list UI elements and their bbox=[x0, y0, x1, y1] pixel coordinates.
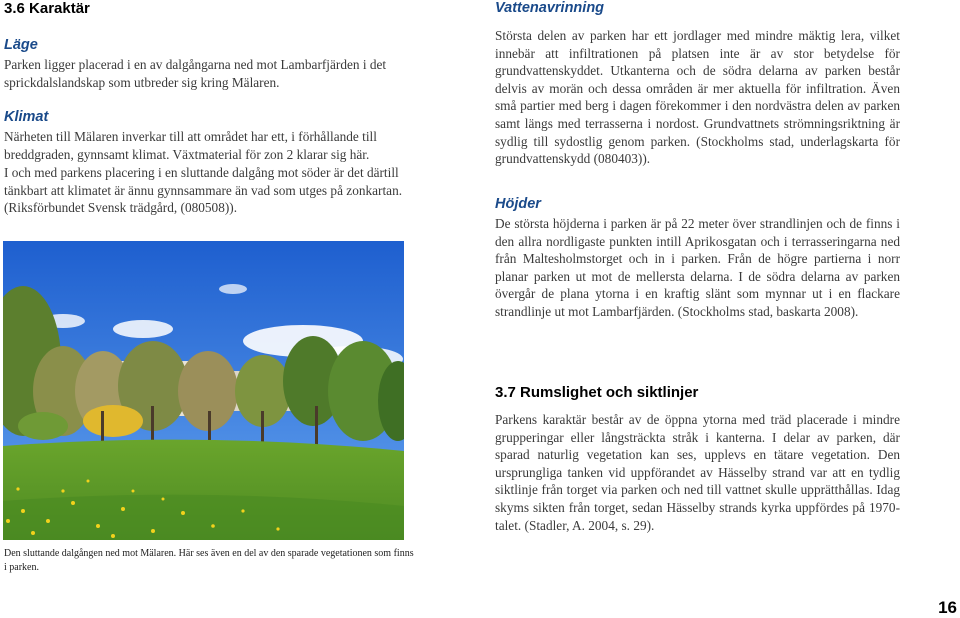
section-heading-3-6: 3.6 Karaktär bbox=[4, 0, 90, 17]
paragraph-vattenavrinning: Största delen av parken har ett jordlager med mindre mäktig lera, vilket innebär att infiltrationen på platsen inte är av stor betydelse för grundvattenskyddet. Utkanterna och de södra delarna av parken består delvis av morän och dessa områden är mer aktuella för infiltration. Även små partier med berg i dagen förekommer i den nordvästra delen av parken samt längs med terrasserna i nordost. Grundvattnets strömningsriktning är sydlig till sydostlig genom parken. (Stockholms stad, underlagskarta för grundvattenskydd (080403)). bbox=[495, 28, 900, 167]
photo-caption: Den sluttande dalgången ned mot Mälaren. Här ses även en del av den sparade vegetationen som finns i parken. bbox=[4, 548, 414, 573]
subheading-hojder: Höjder bbox=[495, 196, 541, 212]
paragraph-klimat-1: Närheten till Mälaren inverkar till att området har ett, i förhållande till breddgraden, gynnsamt klimat. Växtmaterial för zon 2 klarar sig här. bbox=[4, 129, 377, 162]
subheading-lage: Läge bbox=[4, 37, 38, 53]
paragraph-lage: Parken ligger placerad i en av dalgångarna ned mot Lambarfjärden i det sprickdalslandskap som utbreder sig kring Mälaren. bbox=[4, 57, 387, 90]
section-heading-3-7: 3.7 Rumslighet och siktlinjer bbox=[495, 384, 699, 401]
subheading-klimat: Klimat bbox=[4, 109, 49, 125]
park-photo bbox=[3, 241, 404, 540]
subheading-vattenavrinning: Vattenavrinning bbox=[495, 0, 605, 16]
page-number: 16 bbox=[938, 598, 957, 617]
paragraph-klimat-2: I och med parkens placering i en sluttande dalgång mot söder är det därtill tänkbart att klimatet är ännu gynnsammare än vad som utges på zonkartan. (Riksförbundet Svensk trädgård, (080508)). bbox=[4, 165, 403, 216]
paragraph-hojder: De största höjderna i parken är på 22 meter över strandlinjen och de finns i den allra nordligaste punkten intill Aprikosgatan och i terrasseringarna ned från Maltesholmstorget och in i parken. Från de högre partierna i norr planar parken ut mot de mellersta delarna. I de södra delarna av parken övergår de plana ytorna i en kraftig slänt som mynnar ut i en flackare strandlinje ut mot Lambarfjärden. (Stockholms stad, baskarta 2008). bbox=[495, 216, 900, 319]
paragraph-rumslighet: Parkens karaktär består av de öppna ytorna med träd placerade i mindre grupperingar eller långsträckta stråk i kanterna. I delar av parken, där sparad naturlig vegetation kan ses, upplevs en tätare vegetation. Den ursprungliga tanken vid uppförandet av Hässelby strand var att en tydlig siktlinje från torget via parken och ned till vattnet skulle upprätthållas. Idag skyms sikten från torget, sedan Hässelby strands kyrka uppfördes på 1970-talet. (Stadler, A. 2004, s. 29). bbox=[495, 412, 900, 533]
